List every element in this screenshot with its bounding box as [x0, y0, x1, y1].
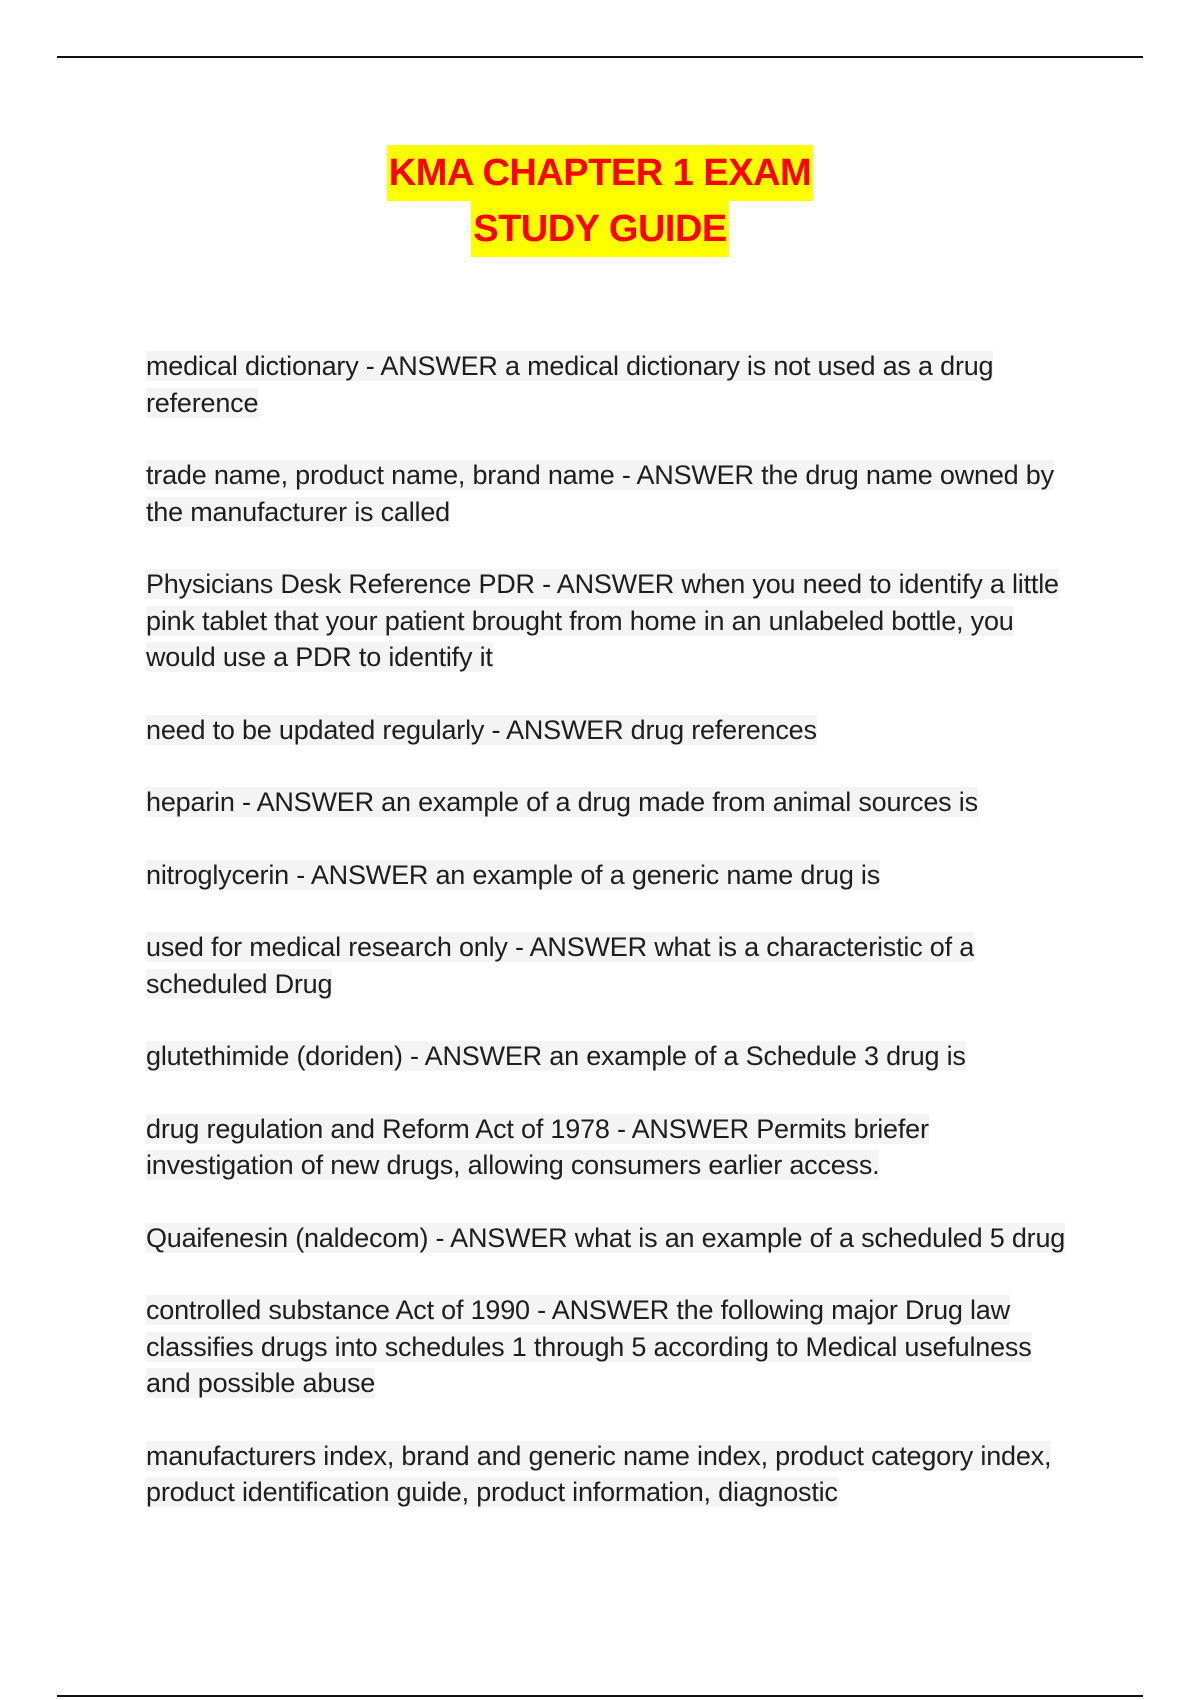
qa-item-text: need to be updated regularly - ANSWER drug references [146, 714, 817, 745]
qa-item-text: Physicians Desk Reference PDR - ANSWER when you need to identify a little pink tablet that your patient brought from home in an unlabeled bottle, you would use a PDR to identify it [146, 569, 1059, 672]
qa-list [146, 348, 1066, 1547]
qa-item [146, 457, 1066, 530]
qa-item [146, 1038, 1066, 1075]
title-line-1: KMA CHAPTER 1 EXAM [387, 145, 813, 201]
qa-item-text: controlled substance Act of 1990 - ANSWER the following major Drug law classifies drugs into schedules 1 through 5 according to Medical usefulness and possible abuse [146, 1295, 1032, 1398]
top-rule [57, 56, 1143, 58]
qa-item-text: Quaifenesin (naldecom) - ANSWER what is an example of a scheduled 5 drug [146, 1222, 1066, 1253]
qa-item [146, 929, 1066, 1002]
qa-item-text: glutethimide (doriden) - ANSWER an example of a Schedule 3 drug is [146, 1041, 966, 1071]
qa-item-text: medical dictionary - ANSWER a medical dictionary is not used as a drug reference [146, 351, 994, 418]
qa-item [146, 1292, 1066, 1402]
qa-item [146, 1220, 1066, 1257]
document-title [0, 145, 1200, 257]
qa-item-text: heparin - ANSWER an example of a drug made from animal sources is [146, 787, 978, 817]
qa-item-text: nitroglycerin - ANSWER an example of a generic name drug is [146, 859, 881, 890]
bottom-rule [57, 1695, 1143, 1697]
qa-item [146, 784, 1066, 821]
qa-item [146, 348, 1066, 421]
qa-item-text: manufacturers index, brand and generic name index, product category index, product identification guide, product information, diagnostic [146, 1440, 1052, 1507]
title-line-2: STUDY GUIDE [471, 201, 729, 257]
qa-item [146, 566, 1066, 676]
qa-item-text: drug regulation and Reform Act of 1978 - ANSWER Permits briefer investigation of new drugs, allowing consumers earlier access. [146, 1113, 929, 1180]
qa-item [146, 1438, 1066, 1511]
qa-item-text: used for medical research only - ANSWER what is a characteristic of a scheduled Drug [146, 932, 975, 999]
qa-item [146, 712, 1066, 749]
qa-item [146, 857, 1066, 894]
qa-item [146, 1111, 1066, 1184]
qa-item-text: trade name, product name, brand name - ANSWER the drug name owned by the manufacturer is called [146, 460, 1054, 527]
